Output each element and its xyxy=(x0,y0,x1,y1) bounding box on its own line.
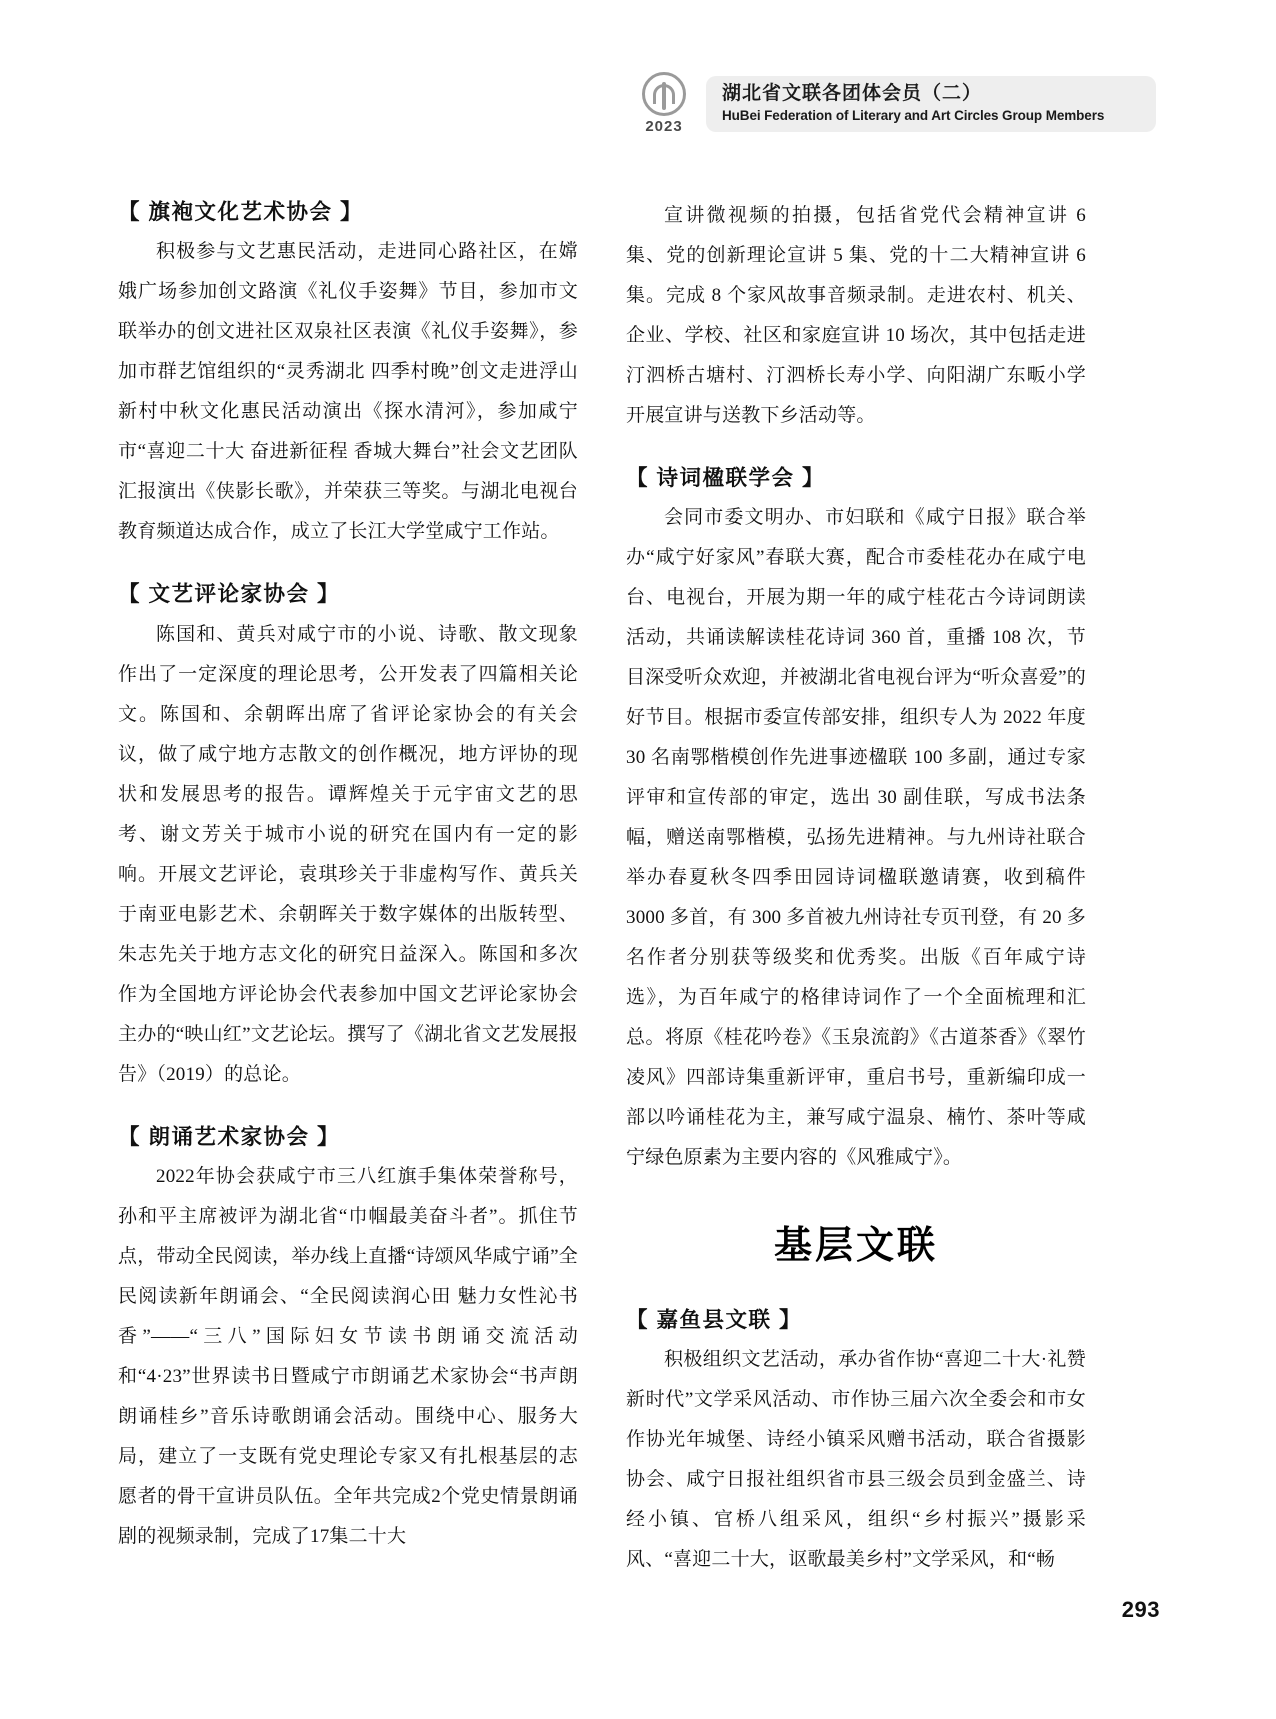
left-column xyxy=(118,196,578,1580)
section-title: 【 朗诵艺术家协会 】 xyxy=(118,1124,340,1149)
section-title: 【 旗袍文化艺术协会 】 xyxy=(118,200,363,224)
page-number: 293 xyxy=(1121,1597,1160,1622)
section-jiayu-county-federation xyxy=(626,1304,1086,1580)
right-column xyxy=(626,196,1086,1580)
hubei-federation-logo-icon xyxy=(642,72,686,116)
section-body: 积极参与文艺惠民活动，走进同心路社区，在嫦娥广场参加创文路演《礼仪手姿舞》节目，参加市文联举办的创文进社区双泉社区表演《礼仪手姿舞》，参加市群艺馆组织的“灵秀湖北 四季村晚”创文走进浮山新村中秋文化惠民活动演出《探水清河》，参加咸宁市“喜迎二十大 奋进新征程 香城大舞台”社会文艺团队汇报演出《侠影长歌》，并荣获三等奖。与湖北电视台教育频道达成合作，成立了长江大学堂咸宁工作站。 xyxy=(118,241,578,543)
section-title: 【 诗词楹联学会 】 xyxy=(626,466,825,490)
section-poetry-couplet-society xyxy=(626,462,1086,1178)
section-continuation-paragraph xyxy=(626,196,1086,436)
grassroots-federation-heading: 基层文联 xyxy=(773,1225,938,1268)
section-literary-art-critics-association xyxy=(118,578,578,1094)
section-recitation-artists-association xyxy=(118,1121,578,1557)
section-title: 【 文艺评论家协会 】 xyxy=(118,582,340,607)
section-body: 2022年协会获咸宁市三八红旗手集体荣誉称号，孙和平主席被评为湖北省“巾帼最美奋斗者”。抓住节点，带动全民阅读，举办线上直播“诗颂风华咸宁诵”全民阅读新年朗诵会、“全民阅读润心田 魅力女性沁书香”——“三八”国际妇女节读书朗诵交流活动和“4·23”世界读书日暨咸宁市朗诵艺术家协会“书声朗朗诵桂乡”音乐诗歌朗诵会活动。围绕中心、服务大局，建立了一支既有党史理论专家又有扎根基层的志愿者的骨干宣讲员队伍。全年共完成2个党史情景朗诵剧的视频录制，完成了17集二十大 xyxy=(118,1165,578,1547)
header-logo xyxy=(628,72,700,136)
header-title-band xyxy=(706,76,1156,132)
section-body: 积极组织文艺活动，承办省作协“喜迎二十大·礼赞新时代”文学采风活动、市作协三届六次全委会和市女作协光年城堡、诗经小镇采风赠书活动，联合省摄影协会、咸宁日报社组织省市县三级会员到金盛兰、诗经小镇、官桥八组采风，组织“乡村振兴”摄影采风、“喜迎二十大，讴歌最美乡村”文学采风，和“畅 xyxy=(626,1349,1086,1571)
section-body: 陈国和、黄兵对咸宁市的小说、诗歌、散文现象作出了一定深度的理论思考，公开发表了四篇相关论文。陈国和、余朝晖出席了省评论家协会的有关会议，做了咸宁地方志散文的创作概况，地方评协的现状和发展思考的报告。谭辉煌关于元宇宙文艺的思考、谢文芳关于城市小说的研究在国内有一定的影响。开展文艺评论，袁琪珍关于非虚构写作、黄兵关于南亚电影艺术、余朝晖关于数字媒体的出版转型、朱志先关于地方志文化的研究日益深入。陈国和多次作为全国地方评论协会代表参加中国文艺评论家协会主办的“映山红”文艺论坛。撰写了《湖北省文艺发展报告》（2019）的总论。 xyxy=(118,623,578,1085)
logo-year-label: 2023 xyxy=(645,118,683,135)
page-columns xyxy=(118,196,1164,1580)
header-title-chinese: 湖北省文联各团体会员（二） xyxy=(722,83,983,105)
continuation-body: 宣讲微视频的拍摄，包括省党代会精神宣讲 6 集、党的创新理论宣讲 5 集、党的十二大精神宣讲 6 集。完成 8 个家风故事音频录制。走进农村、机关、企业、学校、社区和家庭宣讲 10 场次，其中包括走进汀泗桥古塘村、汀泗桥长寿小学、向阳湖广东畈小学开展宣讲与送教下乡活动等。 xyxy=(626,205,1086,426)
page-header xyxy=(628,72,1156,136)
section-qipao-culture-art-association xyxy=(118,196,578,552)
section-body: 会同市委文明办、市妇联和《咸宁日报》联合举办“咸宁好家风”春联大赛，配合市委桂花办在咸宁电台、电视台，开展为期一年的咸宁桂花古今诗词朗读活动，共诵读解读桂花诗词 360 首，重播 108 次，节目深受听众欢迎，并被湖北省电视台评为“听众喜爱”的好节目。根据市委宣传部安排，组织专人为 2022 年度 30 名南鄂楷模创作先进事迹楹联 100 多副，通过专家评审和宣传部的审定，选出 30 副佳联，写成书法条幅，赠送南鄂楷模，弘扬先进精神。与九州诗社联合举办春夏秋冬四季田园诗词楹联邀请赛，收到稿件 3000 多首，有 300 多首被九州诗社专页刊登，有 20 多名作者分别获等级奖和优秀奖。出版《百年咸宁诗选》，为百年咸宁的格律诗词作了一个全面梳理和汇总。将原《桂花吟卷》《玉泉流韵》《古道茶香》《翠竹凌风》四部诗集重新评审，重启书号，重新编印成一部以吟诵桂花为主，兼写咸宁温泉、楠竹、茶叶等咸宁绿色原素为主要内容的《风雅咸宁》。 xyxy=(626,507,1086,1169)
section-title: 【 嘉鱼县文联 】 xyxy=(626,1307,802,1332)
header-title-english: HuBei Federation of Literary and Art Circles Group Members xyxy=(722,108,1105,124)
